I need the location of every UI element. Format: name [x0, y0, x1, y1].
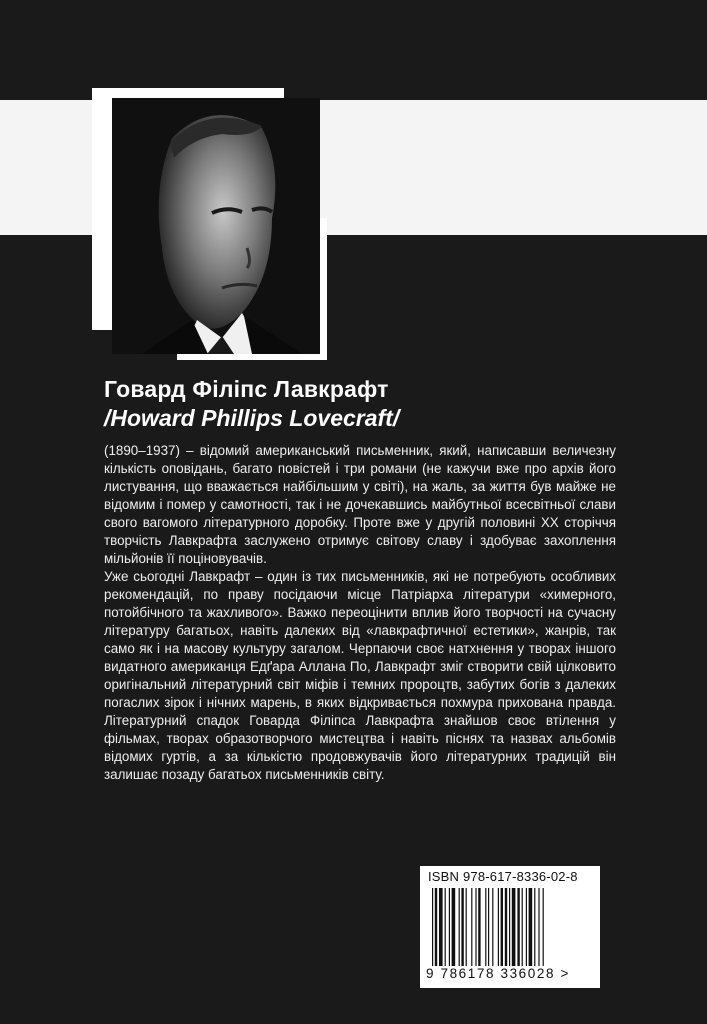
- author-portrait: [112, 98, 320, 354]
- author-name-ukrainian: Говард Філіпс Лавкрафт: [104, 376, 389, 402]
- bio-paragraph-1: (1890–1937) – відомий американський письменник, який, написавши величезну кількість оповідань, багато повістей і три романи (не кажучи вже про архів його листування, що вважається найбільшим у світі), на жаль, за життя був майже не відомим і помер у самотності, так і не дочекавшись майбутньої всесвітньої слави свого вагомого літературного доробку. Проте вже у другій половині XX сторіччя творчість Лавкрафта заслужено отримує світову славу і здобуває захоплення мільйонів її поціновувачів.: [104, 443, 616, 566]
- author-name-english: /Howard Phillips Lovecraft/: [104, 405, 400, 431]
- author-biography: [104, 442, 616, 784]
- barcode-digits: 9 786178 336028 >: [426, 966, 570, 981]
- bio-paragraph-2: Уже сьогодні Лавкрафт – один із тих письменників, які не потребують особливих рекомендацій, по праву посідаючи місце Патріарха літератури «химерного, потойбічного та жахливого». Важко переоцінити вплив його творчості на сучасну літературу багатьох, навіть далеких від «лавкрафтичної естетики», жанрів, так само як і на масову культуру загалом. Черпаючи своє натхнення у творах іншого видатного американця Едґара Аллана По, Лавкрафт зміг створити свій цілковито оригінальний літературний світ міфів і темних пророцтв, забутих богів з далеких погаслих зірок і нічних марень, в яких відкривається похмура прихована правда. Літературний спадок Говарда Філіпса Лавкрафта знайшов своє втілення у фільмах, творах образотворчого мистецтва і навіть піснях та назвах альбомів відомих гуртів, а за кількістю продовжувачів його літературних традицій він залишає позаду багатьох письменників світу.: [104, 569, 616, 782]
- isbn-barcode-block: [420, 866, 600, 988]
- barcode: [428, 888, 592, 966]
- isbn-label: ISBN 978-617-8336-02-8: [428, 869, 578, 884]
